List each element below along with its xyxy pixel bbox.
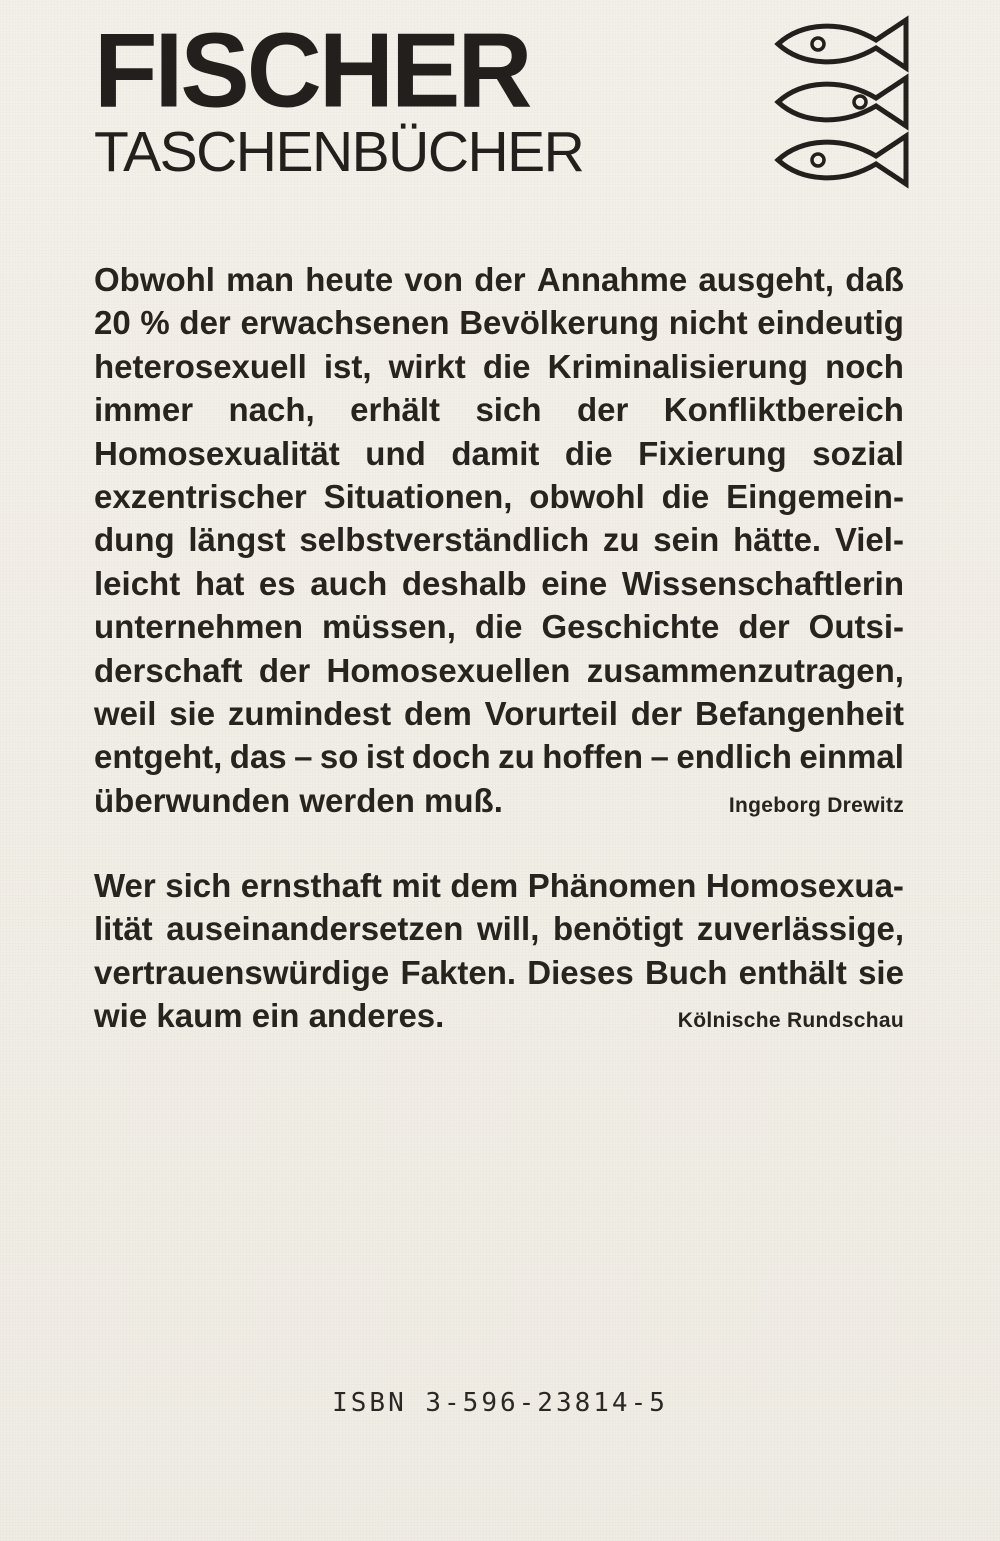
quote-line: dung längst selbstverständlich zu sein hätte. Viel- [94, 521, 904, 559]
quote-line: lität auseinandersetzen will, benötigt zuverlässige, [94, 910, 904, 948]
series-name: TASCHENBÜCHER [94, 120, 584, 184]
publisher-wordmark [94, 11, 584, 184]
quote-line: Homosexualität und damit die Fixierung sozial [94, 434, 904, 472]
quote-attribution: Ingeborg Drewitz [728, 793, 904, 817]
quote-line: weil sie zumindest dem Vorurteil der Befangenheit [94, 695, 904, 733]
quote-line: Wer sich ernsthaft mit dem Phänomen Homosexua- [94, 867, 904, 904]
quote-line: 20 % der erwachsenen Bevölkerung nicht eindeutig [94, 304, 904, 342]
quote-line: derschaft der Homosexuellen zusammenzutragen, [94, 651, 904, 689]
review-quote-koelnische-rundschau [94, 864, 904, 1043]
quote-line: Obwohl man heute von der Annahme ausgeht, daß [94, 261, 904, 298]
review-quote-drewitz [94, 258, 904, 827]
quote-line: immer nach, erhält sich der Konfliktbereich [94, 391, 904, 429]
quote-last-line: wie kaum ein anderes. [94, 997, 445, 1035]
quote-last-line: überwunden werden muß. [94, 781, 503, 819]
publisher-name: FISCHER [94, 11, 530, 131]
quote-line: heterosexuell ist, wirkt die Kriminalisierung noch [94, 347, 904, 385]
quote-line: unternehmen müssen, die Geschichte der Outsi- [94, 608, 904, 646]
quote-line: leicht hat es auch deshalb eine Wissenschaftlerin [94, 564, 904, 602]
three-fish-icon [772, 14, 910, 190]
quote-line: vertrauenswürdige Fakten. Dieses Buch enthält sie [94, 953, 904, 991]
quote-line: entgeht, das – so ist doch zu hoffen – endlich einmal [94, 738, 904, 776]
isbn-number: ISBN 3-596-23814-5 [332, 1388, 668, 1418]
quote-line: exzentrischer Situationen, obwohl die Eingemein- [94, 478, 904, 516]
quote-attribution: Kölnische Rundschau [677, 1009, 904, 1033]
